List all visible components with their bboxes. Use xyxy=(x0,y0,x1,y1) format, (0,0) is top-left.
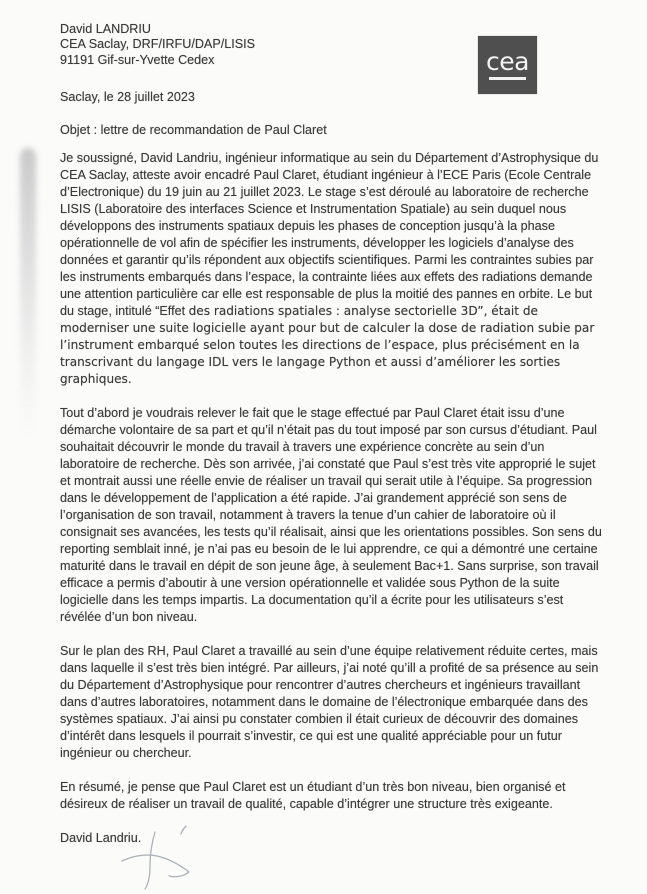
paragraph-4: En résumé, je pense que Paul Claret est un étudiant d’un très bon niveau, bien organisé et désireux de réaliser un travail de qualité, capable d’intégrer une structure très exigeante. xyxy=(60,780,566,811)
cea-logo-text: cea xyxy=(486,47,529,76)
paragraph-1-alt-font-segment: des radiations spatiales : analyse sectorielle 3D”, était de moderniser une suite logicielle ayant pour but de calculer la dose de radiation subie par l’instrument embarqué selon toutes les directions de l’espace, plus précisément en la transcrivant du langage IDL vers le langage Python et aussi d’améliorer les sorties graphiques. xyxy=(60,304,595,386)
sender-org: CEA Saclay, DRF/IRFU/DAP/LISIS xyxy=(60,37,256,52)
sender-name: David LANDRIU xyxy=(60,22,151,36)
paragraph-1 xyxy=(60,150,603,388)
dateline: Saclay, le 28 juillet 2023 xyxy=(60,90,195,104)
signature xyxy=(110,824,206,892)
paragraph-2: Tout d’abord je voudrais relever le fait que le stage effectué par Paul Claret était issu d’une démarche volontaire de sa part et qu’il n’était pas du tout imposé par son cursus d’étudiant. Paul souhaitait découvrir le monde du travail à travers une expérience concrète au sein d’un laboratoire de recherche. Dès son arrivée, j’ai constaté que Paul s’est très vite approprié le sujet et montrait aussi une réelle envie de réaliser un travail qui serait utile à l’équipe. Sa progression dans le développement de l’application a été rapide. J’ai grandement apprécié son sens de l’organisation de son travail, notamment à travers la tenue d’un cahier de laboratoire où il consignait ses avancées, les tests qu’il réalisait, ainsi que les orientations possibles. Son sens du reporting semblait inné, je n’ai pas eu besoin de le lui apprendre, ce qui a démontré une certaine maturité dans le travail en dépit de son jeune âge, à seulement Bac+1. Sans surprise, son travail efficace a permis d’aboutir à une version opérationnelle et validée sous Python de la suite logicielle dans les temps impartis. La documentation qu’il a écrite pour les utilisateurs s’est révélée d’un bon niveau. xyxy=(60,406,602,624)
letter-body xyxy=(60,150,603,864)
sender-block xyxy=(60,22,255,68)
scan-smudge-artifact xyxy=(20,148,36,438)
signature-stroke-vertical xyxy=(145,832,155,889)
cea-logo-underline xyxy=(489,77,526,80)
signature-stroke-tick xyxy=(181,826,186,834)
paragraph-1-main: Je soussigné, David Landriu, ingénieur informatique au sein du Département d’Astrophysique du CEA Saclay, atteste avoir encadré Paul Claret, étudiant ingénieur à l’ECE Paris (Ecole Centrale d’Electronique) du 19 juin au 21 juillet 2023. Le stage s’est déroulé au laboratoire de recherche LISIS (Laboratoire des interfaces Science et Instrumentation Spatiale) au sein duquel nous développons des instruments spatiaux depuis les phases de conception jusqu’à la phase opérationnelle de vol afin de spécifier les instruments, développer les logiciels d’analyse des données et garantir qu’ils répondent aux objectifs scientifiques. Parmi les contraintes subies par les instruments embarqués dans l’espace, la contrainte liées aux effets des radiations demande une attention particulière car elle est responsable de plus la moitié des pannes en orbite. Le but du stage, intitulé “Effet xyxy=(60,151,599,318)
subject-line: Objet : lettre de recommandation de Paul Claret xyxy=(60,123,327,137)
paragraph-3: Sur le plan des RH, Paul Claret a travaillé au sein d’une équipe relativement réduite certes, mais dans laquelle il s’est très bien intégré. Par ailleurs, j’ai noté qu’ill a profité de sa présence au sein du Département d’Astrophysique pour rencontrer d’autres chercheurs et ingénieurs travaillant dans d’autres laboratoires, notamment dans le domaine de l’électronique embarquée dans des systèmes spatiaux. J’ai ainsi pu constater combien il était curieux de découvrir des domaines d’intérêt dans lesquels il pourrait s’investir, ce qui est une qualité appréciable pour un futur ingénieur ou chercheur. xyxy=(60,644,599,760)
closing-name: David Landriu. xyxy=(60,831,142,845)
sender-address: 91191 Gif-sur-Yvette Cedex xyxy=(60,52,215,67)
cea-logo xyxy=(478,36,537,94)
signature-stroke-sweep xyxy=(122,855,189,877)
